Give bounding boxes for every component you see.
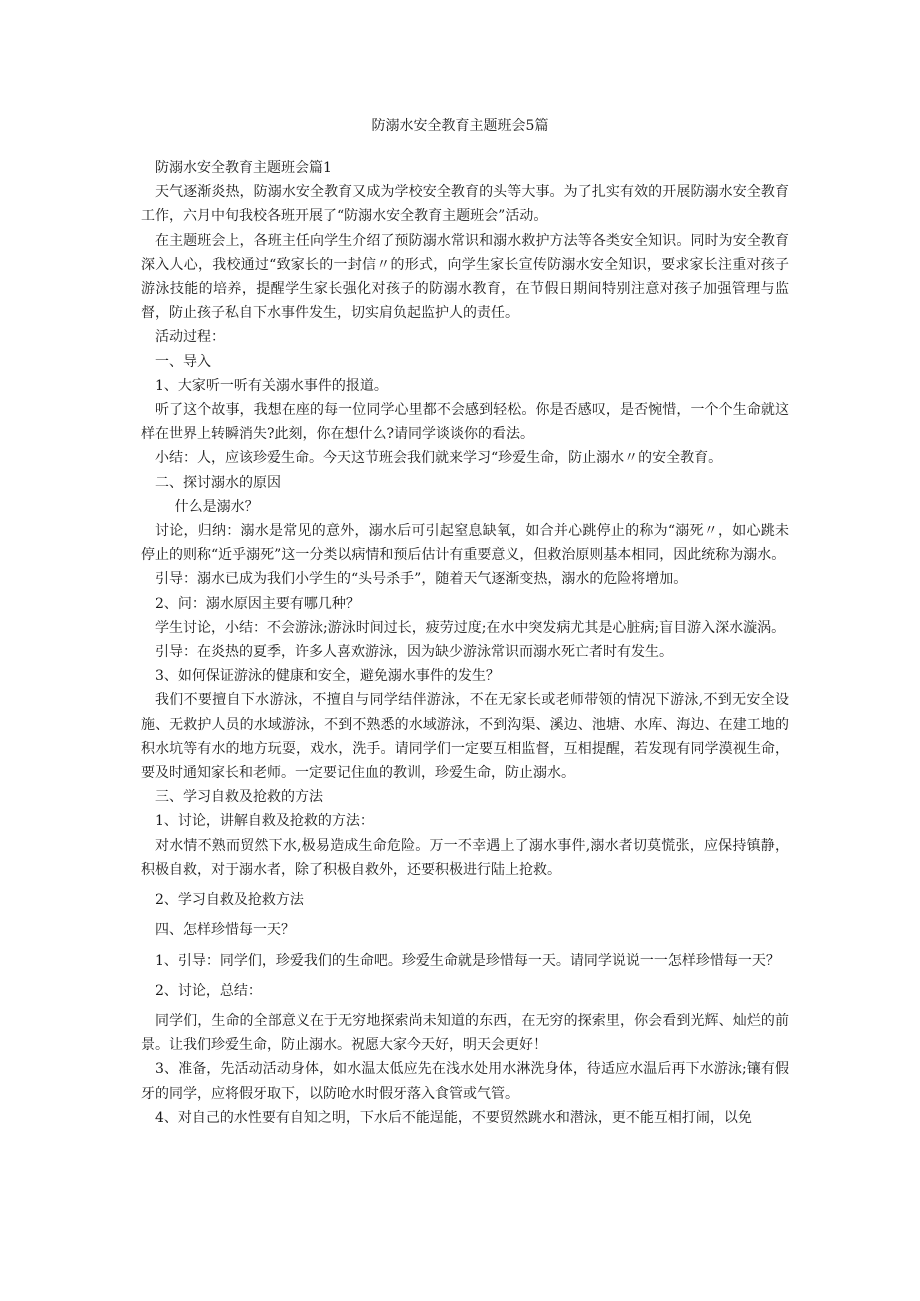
document-body [141, 156, 789, 1130]
paragraph: 同学们，生命的全部意义在于无穷地探索尚未知道的东西，在无穷的探索里，你会看到光辉、灿烂的前景。让我们珍爱生命，防止溺水。祝愿大家今天好，明天会更好！ [141, 1012, 789, 1054]
paragraph: 2、学习自救及抢救方法 [155, 892, 304, 909]
paragraph: 引导：在炎热的夏季，许多人喜欢游泳，因为缺少游泳常识而溺水死亡者时有发生。 [155, 644, 673, 661]
paragraph: 4、对自己的水性要有自知之明，下水后不能逞能，不要贸然跳水和潜泳，更不能互相打闹，以免 [155, 1109, 752, 1126]
paragraph: 听了这个故事，我想在座的每一位同学心里都不会感到轻松。你是否感叹，是否惋惜，一个个生命就这样在世界上转瞬消失?此刻，你在想什么?请同学谈谈你的看法。 [141, 402, 789, 443]
paragraph: 引导：溺水已成为我们小学生的“头号杀手”，随着天气逐渐变热，溺水的危险将增加。 [155, 571, 688, 588]
paragraph: 我们不要擅自下水游泳，不擅自与同学结伴游泳，不在无家长或老师带领的情况下游泳,不到无安全设施、无救护人员的水域游泳，不到不熟悉的水域游泳，不到沟渠、溪边、池塘、水库、海边、在建工地的积水坑等有水的地方玩耍，戏水，洗手。请同学们一定要互相监督，互相提醒，若发现有同学漠视生命，要及时通知家长和老师。一定要记住血的教训，珍爱生命，防止溺水。 [141, 692, 789, 782]
paragraph: 活动过程： [155, 329, 225, 346]
paragraph: 对水情不熟而贸然下水,极易造成生命危险。万一不幸遇上了溺水事件,溺水者切莫慌张，应保持镇静，积极自救，对于溺水者，除了积极自救外，还要积极进行陆上抢救。 [141, 837, 789, 878]
paragraph: 四、怎样珍惜每一天？ [155, 922, 295, 939]
paragraph: 在主题班会上，各班主任向学生介绍了预防溺水常识和溺水救护方法等各类安全知识。同时为安全教育深入人心，我校通过“致家长的一封信〃的形式，向学生家长宣传防溺水安全知识，要求家长注重对孩子游泳技能的培养，提醒学生家长强化对孩子的防溺水教育，在节假日期间特别注意对孩子加强管理与监督，防止孩子私自下水事件发生，切实肩负起监护人的责任。 [141, 232, 789, 322]
paragraph: 三、学习自救及抢救的方法 [155, 789, 323, 806]
document-title: 防溺水安全教育主题班会5篇 [371, 118, 549, 134]
paragraph: 3、如何保证游泳的健康和安全，避免溺水事件的发生？ [155, 668, 500, 685]
paragraph: 防溺水安全教育主题班会篇1 [155, 160, 332, 176]
paragraph: 1、讨论，讲解自救及抢救的方法： [155, 813, 374, 830]
paragraph: 3、准备，先活动活动身体，如水温太低应先在浅水处用水淋洗身体，待适应水温后再下水游泳;镶有假牙的同学，应将假牙取下，以防呛水时假牙落入食管或气管。 [141, 1061, 789, 1102]
paragraph: 2、讨论，总结： [155, 982, 262, 999]
paragraph: 小结：人，应该珍爱生命。今天这节班会我们就来学习“珍爱生命，防止溺水〃的安全教育。 [155, 450, 723, 467]
paragraph: 1、大家听一听有关溺水事件的报道。 [155, 377, 388, 394]
paragraph: 学生讨论，小结：不会游泳;游泳时间过长，疲劳过度;在水中突发病尤其是心脏病;盲目游入深水漩涡。 [155, 619, 786, 636]
paragraph: 一、导入 [155, 353, 211, 370]
paragraph: 什么是溺水？ [174, 498, 259, 515]
paragraph: 天气逐渐炎热，防溺水安全教育又成为学校安全教育的头等大事。为了扎实有效的开展防溺水安全教育工作，六月中旬我校各班开展了“防溺水安全教育主题班会”活动。 [141, 184, 789, 225]
paragraph: 二、探讨溺水的原因 [155, 474, 281, 491]
paragraph: 1、引导：同学们，珍爱我们的生命吧。珍爱生命就是珍惜每一天。请同学说说一一怎样珍惜每一天？ [155, 952, 780, 969]
paragraph: 讨论，归纳：溺水是常见的意外，溺水后可引起窒息缺氧，如合并心跳停止的称为“溺死〃，如心跳未停止的则称“近乎溺死”这一分类以病情和预后估计有重要意义，但救治原则基本相同，因此统称为溺水。 [141, 523, 789, 564]
paragraph: 2、问：溺水原因主要有哪几种？ [155, 595, 360, 612]
